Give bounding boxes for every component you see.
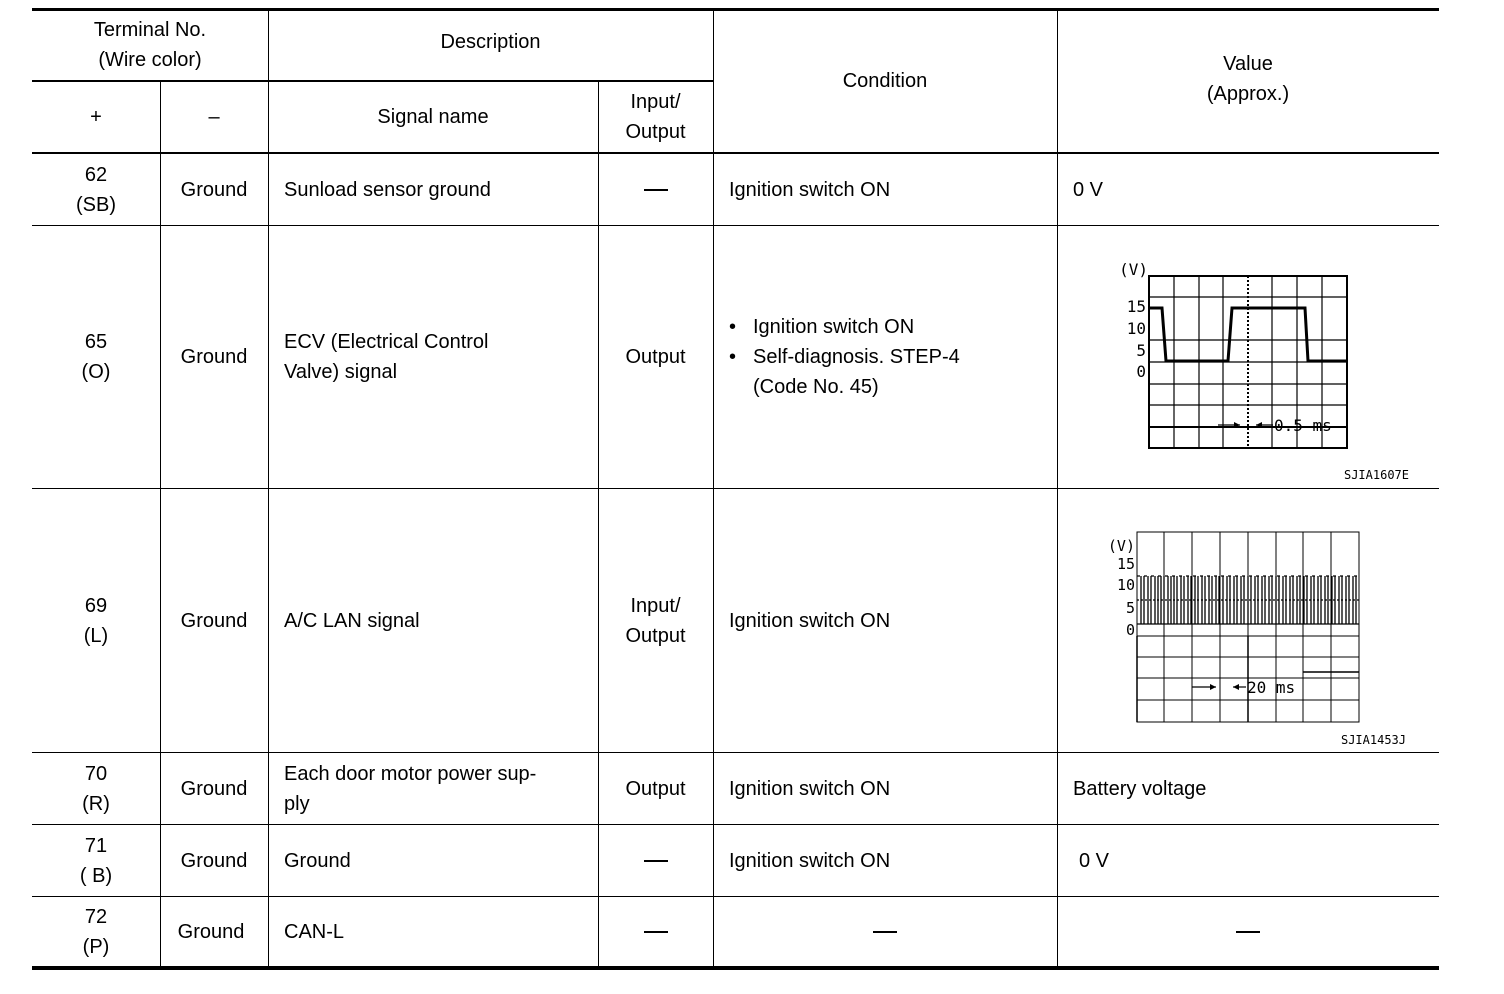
row-69-condition — [713, 489, 1057, 752]
unit-label: (V) — [1107, 537, 1135, 555]
figure-caption: SJIA1453J — [1340, 733, 1406, 747]
io-text: Output — [625, 777, 686, 800]
header-plus — [32, 82, 160, 152]
value-text: 0 V — [1073, 178, 1104, 201]
tick-label: 15 — [1126, 297, 1146, 316]
row-71-condition — [713, 825, 1057, 896]
row-65-io — [598, 226, 713, 488]
signal-text: Sunload sensor ground — [284, 178, 491, 201]
terminal-text: 70 (R) — [82, 762, 110, 815]
minus-text: Ground — [180, 178, 248, 201]
row-69-terminal — [32, 489, 160, 752]
header-terminal — [32, 10, 268, 80]
header-terminal-text: Terminal No. (Wire color) — [93, 19, 207, 71]
terminal-text: 69 (L) — [83, 594, 109, 647]
row-72-condition — [713, 897, 1057, 966]
minus-text: Ground — [180, 849, 248, 872]
header-minus-text: – — [208, 106, 220, 128]
time-label: 20 ms — [1247, 678, 1296, 697]
header-signal-name-text: Signal name — [377, 106, 489, 128]
signal-text: ECV (Electrical Control Valve) signal — [284, 331, 489, 383]
row-69-io — [598, 489, 713, 752]
minus-text: Ground — [180, 609, 248, 632]
dash-mark — [644, 931, 668, 933]
row-72-value — [1057, 897, 1439, 966]
row-72-terminal — [32, 897, 160, 966]
row-72-signal — [268, 897, 598, 966]
tick-label: 0 — [1125, 621, 1135, 639]
row-65-signal — [268, 226, 598, 488]
signal-text: Each door motor power sup- ply — [284, 762, 537, 815]
row-71-signal — [268, 825, 598, 896]
row-62-minus — [160, 154, 268, 225]
tick-label: 10 — [1126, 319, 1146, 338]
header-condition — [713, 10, 1057, 152]
header-io-text: Input/ Output — [625, 91, 686, 143]
terminal-text: 62 (SB) — [76, 163, 116, 216]
row-71-value — [1057, 825, 1439, 896]
tick-label: 0 — [1136, 362, 1146, 381]
condition-text: Ignition switch ON — [729, 849, 891, 872]
dash-mark — [644, 860, 668, 862]
condition-bullet: • Self-diagnosis. STEP-4 (Code No. 45) — [729, 342, 960, 402]
value-text: Battery voltage — [1073, 777, 1207, 800]
signal-text: A/C LAN signal — [284, 609, 420, 632]
arrow-head — [1210, 684, 1216, 690]
rule-bottom — [32, 966, 1439, 970]
unit-label: (V) — [1119, 260, 1148, 279]
terminal-text: 72 (P) — [82, 905, 110, 958]
row-72-minus — [160, 897, 268, 966]
minus-text: Ground — [180, 777, 248, 800]
row-69-signal — [268, 489, 598, 752]
row-65-terminal — [32, 226, 160, 488]
terminal-table — [32, 8, 1439, 970]
io-text: Output — [625, 346, 686, 368]
condition-text: Ignition switch ON — [729, 777, 891, 800]
row-70-signal — [268, 753, 598, 824]
dash-mark — [644, 189, 668, 191]
row-70-terminal — [32, 753, 160, 824]
io-text: Input/ Output — [625, 594, 686, 647]
condition-text: Ignition switch ON — [729, 609, 891, 632]
tick-label: 5 — [1125, 599, 1135, 617]
minus-text: Ground — [180, 346, 248, 368]
row-70-minus — [160, 753, 268, 824]
header-io — [598, 82, 713, 152]
dash-mark — [1236, 931, 1260, 933]
row-71-minus — [160, 825, 268, 896]
header-value-text: Value (Approx.) — [1206, 53, 1290, 105]
condition-bullet-list — [729, 312, 960, 402]
dash-mark — [873, 931, 897, 933]
condition-text: Ignition switch ON — [729, 178, 891, 201]
header-description — [268, 10, 713, 74]
row-71-io — [598, 825, 713, 896]
row-62-signal — [268, 154, 598, 225]
row-69-minus — [160, 489, 268, 752]
figure-caption: SJIA1607E — [1343, 468, 1409, 482]
terminal-text: 71 ( B) — [79, 834, 113, 887]
row-70-condition — [713, 753, 1057, 824]
header-signal-name — [268, 82, 598, 152]
row-65-condition — [713, 226, 1057, 488]
row-65-minus — [160, 226, 268, 488]
row-70-io — [598, 753, 713, 824]
tick-label: 5 — [1136, 341, 1146, 360]
header-plus-text: + — [90, 106, 102, 128]
signal-text: Ground — [284, 849, 351, 872]
header-minus — [160, 82, 268, 152]
row-62-value — [1057, 154, 1439, 225]
ac-lan-waveform-graph — [1106, 528, 1406, 748]
row-62-terminal — [32, 154, 160, 225]
row-62-io — [598, 154, 713, 225]
row-70-value — [1057, 753, 1439, 824]
tick-label: 15 — [1116, 555, 1135, 573]
minus-text: Ground — [177, 920, 245, 943]
signal-text: CAN-L — [284, 920, 345, 943]
value-text: 0 V — [1079, 849, 1110, 872]
header-value — [1057, 10, 1439, 152]
row-71-terminal — [32, 825, 160, 896]
header-condition-text: Condition — [842, 70, 928, 92]
ecv-waveform-graph — [1108, 260, 1409, 482]
time-label: 0.5 ms — [1274, 416, 1332, 435]
condition-bullet: • Ignition switch ON — [729, 312, 960, 342]
header-description-text: Description — [440, 31, 541, 53]
tick-label: 10 — [1116, 576, 1135, 594]
row-62-condition — [713, 154, 1057, 225]
terminal-text: 65 (O) — [81, 331, 111, 383]
row-72-io — [598, 897, 713, 966]
